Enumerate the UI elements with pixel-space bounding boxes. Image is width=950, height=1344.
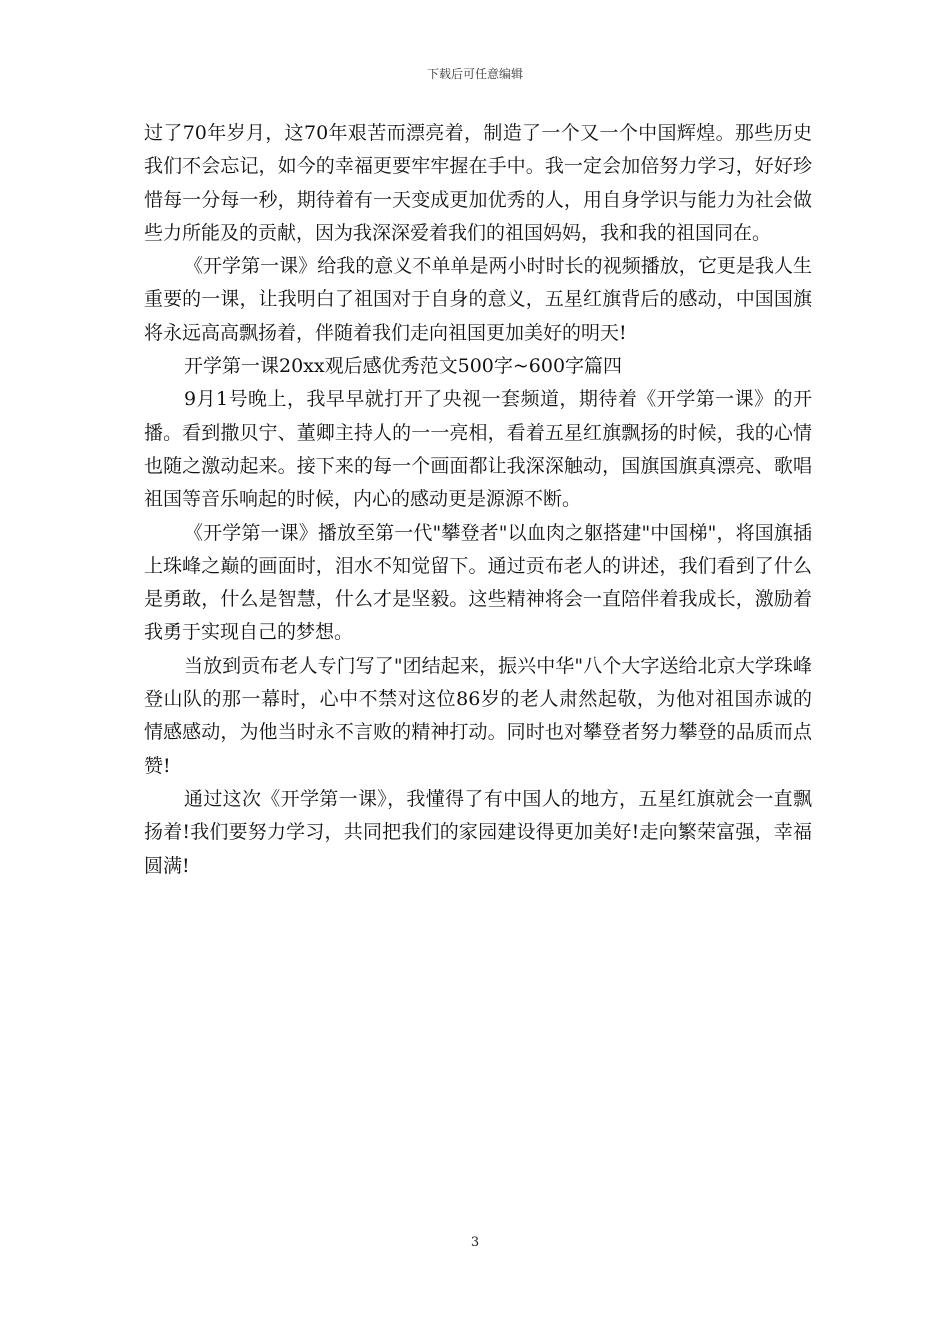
body-paragraph: 《开学第一课》给我的意义不单单是两小时时长的视频播放，它更是我人生重要的一课，让我明白了祖国对于自身的意义，五星红旗背后的感动，中国国旗将永远高高飘扬着，伴随着我们走向祖国更加美好的明天! [144, 255, 812, 344]
body-paragraph: 9月1号晚上，我早早就打开了央视一套频道，期待着《开学第一课》的开播。看到撒贝宁、董卿主持人的一一亮相，看着五星红旗飘扬的时候，我的心情也随之激动起来。接下来的每一个画面都让我深深触动，国旗国旗真漂亮、歌唱祖国等音乐响起的时候，内心的感动更是源源不断。 [144, 388, 812, 511]
body-paragraph: 《开学第一课》播放至第一代"攀登者"以血肉之躯搭建"中国梯"，将国旗插上珠峰之巅的画面时，泪水不知觉留下。通过贡布老人的讲述，我们看到了什么是勇敢，什么是智慧，什么才是坚毅。这些精神将会一直陪伴着我成长，激励着我勇于实现自己的梦想。 [144, 521, 812, 644]
section-heading: 开学第一课20xx观后感优秀范文500字~600字篇四 [184, 355, 623, 378]
body-paragraph: 过了70年岁月，这70年艰苦而漂亮着，制造了一个又一个中国辉煌。那些历史我们不会忘记，如今的幸福更要牢牢握在手中。我一定会加倍努力学习，好好珍惜每一分每一秒，期待着有一天变成更加优秀的人，用自身学识与能力为社会做些力所能及的贡献，因为我深深爱着我们的祖国妈妈，我和我的祖国同在。 [144, 122, 812, 244]
page-header: 下载后可任意编辑 [426, 67, 523, 81]
body-paragraph: 通过这次《开学第一课》，我懂得了有中国人的地方，五星红旗就会一直飘扬着!我们要努力学习，共同把我们的家园建设得更加美好!走向繁荣富强，幸福圆满! [144, 787, 812, 877]
body-paragraph: 当放到贡布老人专门写了"团结起来，振兴中华"八个大字送给北京大学珠峰登山队的那一幕时，心中不禁对这位86岁的老人肃然起敬，为他对祖国赤诚的情感感动，为他当时永不言败的精神打动。同时也对攀登者努力攀登的品质而点赞! [144, 654, 812, 777]
page-number: 3 [470, 1235, 480, 1250]
document-body [144, 117, 812, 883]
